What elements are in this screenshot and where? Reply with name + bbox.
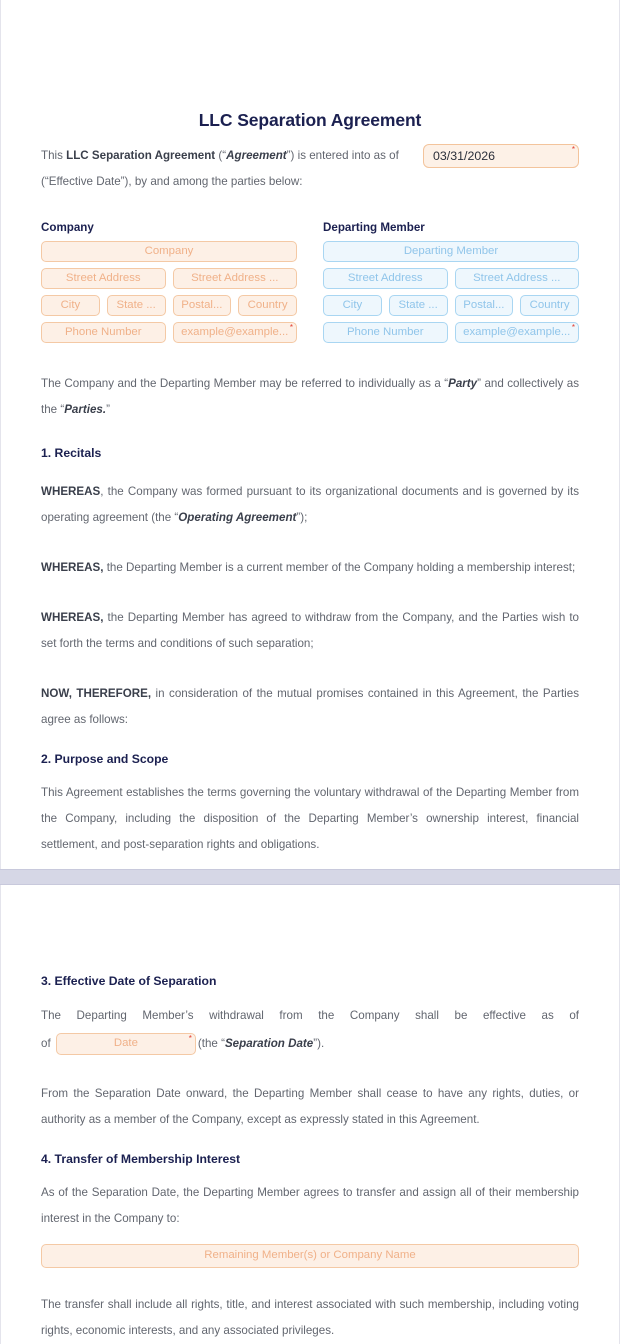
party-term: Party bbox=[448, 377, 478, 390]
section-1-heading: 1. Recitals bbox=[41, 446, 102, 460]
effective-date-note: (“Effective Date”), by and among the parties below: bbox=[41, 175, 303, 188]
recital-2 bbox=[41, 555, 579, 581]
separation-date-input[interactable] bbox=[56, 1033, 196, 1055]
operating-agreement-term: Operating Agreement bbox=[178, 511, 297, 524]
company-locale-row bbox=[41, 295, 297, 316]
company-email-placeholder: example@example... bbox=[181, 325, 289, 338]
member-postal-input[interactable]: Postal... bbox=[455, 295, 514, 316]
member-street1-input[interactable]: Street Address bbox=[323, 268, 448, 289]
section-2-paragraph: This Agreement establishes the terms governing the voluntary withdrawal of the Departing Member from the Company, including the disposition of the Departing Member’s ownership interest, financial settlement, and post-separation rights and obligations. bbox=[41, 786, 579, 851]
company-email-input[interactable] bbox=[173, 322, 298, 343]
company-contact-row bbox=[41, 322, 297, 343]
company-heading: Company bbox=[41, 221, 94, 234]
recital-2-text: the Departing Member is a current member of the Company holding a membership interest; bbox=[103, 561, 576, 574]
parties-clause-a: The Company and the Departing Member may be referred to individually as a “ bbox=[41, 377, 449, 390]
parties-clause-b: ” and collectively as the “ bbox=[41, 377, 579, 416]
whereas-label: WHEREAS bbox=[41, 485, 101, 498]
section-4-heading: 4. Transfer of Membership Interest bbox=[41, 1152, 241, 1166]
member-country-input[interactable]: Country bbox=[520, 295, 579, 316]
section-3-after-date-a: (the “ bbox=[197, 1037, 225, 1050]
section-2 bbox=[41, 749, 579, 858]
member-street2-input[interactable]: Street Address ... bbox=[455, 268, 580, 289]
document-page-2 bbox=[0, 885, 620, 1344]
section-4-paragraph-1: As of the Separation Date, the Departing Member agrees to transfer and assign all of their membership interest in the Company to: bbox=[41, 1186, 579, 1225]
company-name-row bbox=[41, 241, 297, 262]
effective-date-slot bbox=[423, 144, 579, 168]
parties-clause-c: ” bbox=[106, 403, 110, 416]
now-therefore-paragraph bbox=[41, 681, 579, 733]
company-postal-input[interactable]: Postal... bbox=[173, 295, 232, 316]
section-1 bbox=[41, 443, 579, 733]
effective-date-value: 03/31/2026 bbox=[433, 148, 496, 163]
effective-date-input[interactable] bbox=[423, 144, 579, 168]
whereas-label: WHEREAS, bbox=[41, 611, 104, 624]
member-name-input[interactable]: Departing Member bbox=[323, 241, 579, 262]
parties-section bbox=[41, 219, 579, 349]
page-break-divider bbox=[0, 869, 620, 885]
section-3-paragraph-1 bbox=[41, 1003, 579, 1059]
company-phone-input[interactable]: Phone Number bbox=[41, 322, 166, 343]
intro-paragraph-row bbox=[41, 143, 579, 169]
whereas-label: WHEREAS, bbox=[41, 561, 104, 574]
page-2-top-margin bbox=[41, 885, 579, 971]
member-locale-row bbox=[323, 295, 579, 316]
company-street2-input[interactable]: Street Address ... bbox=[173, 268, 298, 289]
company-city-input[interactable]: City bbox=[41, 295, 100, 316]
intro-agreement-term: Agreement bbox=[226, 149, 287, 162]
intro-mid2: ”) is entered into as of bbox=[286, 149, 399, 162]
departing-member-heading: Departing Member bbox=[323, 221, 425, 234]
intro-agreement-bold: LLC Separation Agreement bbox=[66, 149, 216, 162]
separation-date-term: Separation Date bbox=[224, 1037, 314, 1050]
now-therefore-label: NOW, THEREFORE, bbox=[41, 687, 152, 700]
section-3-line-2: of Date * (the “Separation Date”). bbox=[41, 1037, 324, 1050]
required-asterisk-icon: * bbox=[289, 323, 293, 332]
company-street1-input[interactable]: Street Address bbox=[41, 268, 166, 289]
transfer-recipient-row bbox=[41, 1244, 579, 1268]
intro-mid: (“ bbox=[215, 149, 227, 162]
member-city-input[interactable]: City bbox=[323, 295, 382, 316]
section-3-paragraph-2: From the Separation Date onward, the Departing Member shall cease to have any rights, duties, or authority as a member of the Company, except as expressly stated in this Agreement. bbox=[41, 1087, 579, 1126]
recital-3 bbox=[41, 605, 579, 657]
member-name-row bbox=[323, 241, 579, 262]
section-2-heading: 2. Purpose and Scope bbox=[41, 752, 169, 766]
required-asterisk-icon: * bbox=[188, 1033, 192, 1043]
company-country-input[interactable]: Country bbox=[238, 295, 297, 316]
section-3 bbox=[41, 971, 579, 1133]
member-phone-input[interactable]: Phone Number bbox=[323, 322, 448, 343]
member-email-placeholder: example@example... bbox=[463, 325, 571, 338]
member-state-input[interactable]: State ... bbox=[389, 295, 448, 316]
company-state-input[interactable]: State ... bbox=[107, 295, 166, 316]
page-title: LLC Separation Agreement bbox=[198, 110, 422, 130]
section-4-paragraph-2: The transfer shall include all rights, title, and interest associated with such membership, including voting rights, economic interests, and any associated privileges. bbox=[41, 1298, 579, 1337]
now-therefore-text: in consideration of the mutual promises contained in this Agreement, the Parties agree as follows: bbox=[41, 687, 579, 726]
recital-1-text-a: , the Company was formed pursuant to its organizational documents and is governed by its operating agreement (the “ bbox=[41, 485, 579, 524]
section-3-line-1: The Departing Member’s withdrawal from the Company shall be effective as of bbox=[41, 1009, 579, 1022]
parties-definition-paragraph bbox=[41, 371, 579, 423]
section-3-after-date-b: ”). bbox=[313, 1037, 325, 1050]
recital-1-text-b: ”); bbox=[296, 511, 308, 524]
company-column bbox=[41, 219, 297, 349]
company-street-row bbox=[41, 268, 297, 289]
transfer-recipient-input[interactable]: Remaining Member(s) or Company Name bbox=[41, 1244, 579, 1268]
section-3-heading: 3. Effective Date of Separation bbox=[41, 974, 217, 988]
member-contact-row bbox=[323, 322, 579, 343]
intro-prefix: This bbox=[41, 149, 67, 162]
member-email-input[interactable] bbox=[455, 322, 580, 343]
required-asterisk-icon: * bbox=[571, 323, 575, 332]
intro-text bbox=[41, 143, 423, 169]
member-street-row bbox=[323, 268, 579, 289]
departing-member-column bbox=[323, 219, 579, 349]
section-4 bbox=[41, 1149, 579, 1344]
company-name-input[interactable]: Company bbox=[41, 241, 297, 262]
separation-date-placeholder: Date bbox=[113, 1037, 138, 1050]
parties-term: Parties. bbox=[64, 403, 107, 416]
required-asterisk-icon: * bbox=[571, 145, 575, 154]
recital-3-text: the Departing Member has agreed to withdraw from the Company, and the Parties wish to set forth the terms and conditions of such separation; bbox=[41, 611, 579, 650]
recital-1 bbox=[41, 479, 579, 531]
